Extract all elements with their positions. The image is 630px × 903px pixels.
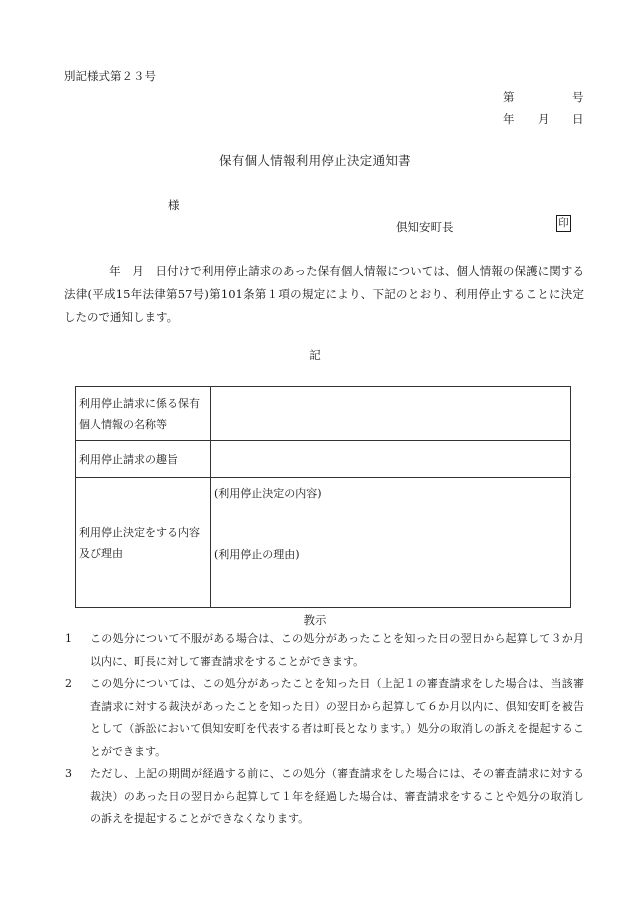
- row1-value: [211, 387, 571, 441]
- row1-label-line2: 個人情報の名称等: [79, 417, 167, 431]
- note-item: [62, 763, 584, 831]
- body-text: 年 月 日付けで利用停止請求のあった保有個人情報については、個人情報の保護に関する法律(平成15年法律第57号)第101条第１項の規定により、下記のとおり、利用停止することに決定したので通知します。: [64, 264, 584, 324]
- doc-no-prefix: 第: [503, 90, 515, 104]
- row3-label-line1: 利用停止決定をする内容: [79, 525, 200, 539]
- row2-value: [211, 441, 571, 478]
- table-row: [76, 478, 571, 608]
- note-item: [62, 628, 584, 673]
- date-day: 日: [572, 112, 584, 126]
- decision-reason-label: (利用停止の理由): [214, 548, 300, 561]
- date-month: 月: [538, 112, 550, 126]
- seal-mark: 印: [556, 215, 571, 232]
- body-paragraph: [64, 260, 584, 329]
- decision-content-label: (利用停止決定の内容): [214, 487, 322, 500]
- note-item: [62, 673, 584, 763]
- row3-value: [211, 478, 571, 608]
- issuer-name: 倶知安町長: [396, 220, 454, 234]
- record-heading: 記: [309, 348, 321, 362]
- decision-table: [75, 386, 571, 608]
- row2-label: 利用停止請求の趣旨: [76, 441, 211, 478]
- note-number: 1: [65, 632, 72, 645]
- row1-label-line1: 利用停止請求に係る保有: [79, 396, 200, 410]
- table-row: [76, 441, 571, 478]
- table-row: [76, 387, 571, 441]
- date-year: 年: [503, 112, 515, 126]
- form-number: 別記様式第２３号: [64, 69, 156, 83]
- document-title: 保有個人情報利用停止決定通知書: [218, 153, 411, 168]
- row1-label: [76, 387, 211, 441]
- note-text: この処分については、この処分があったことを知った日（上記１の審査請求をした場合は、当該審査請求に対する裁決があったことを知った日）の翌日から起算して６か月以内に、倶知安町を被告として（訴訟において倶知安町を代表する者は町長となります。）処分の取消しの訴えを提起することができます。: [90, 677, 584, 758]
- note-text: この処分について不服がある場合は、この処分があったことを知った日の翌日から起算して３か月以内に、町長に対して審査請求をすることができます。: [90, 632, 584, 668]
- row3-label-line2: 及び理由: [79, 546, 123, 560]
- doc-no-suffix: 号: [572, 90, 584, 104]
- note-text: ただし、上記の期間が経過する前に、この処分（審査請求をした場合には、その審査請求に対する裁決）のあった日の翌日から起算して１年を経過した場合は、審査請求をすることや処分の取消しの訴えを提起することができなくなります。: [90, 767, 584, 825]
- note-number: 2: [65, 677, 72, 690]
- instruction-notes: [62, 628, 584, 831]
- row3-label: [76, 478, 211, 608]
- note-number: 3: [65, 767, 72, 780]
- instruction-heading: 教示: [303, 613, 327, 627]
- addressee: 様: [168, 198, 180, 212]
